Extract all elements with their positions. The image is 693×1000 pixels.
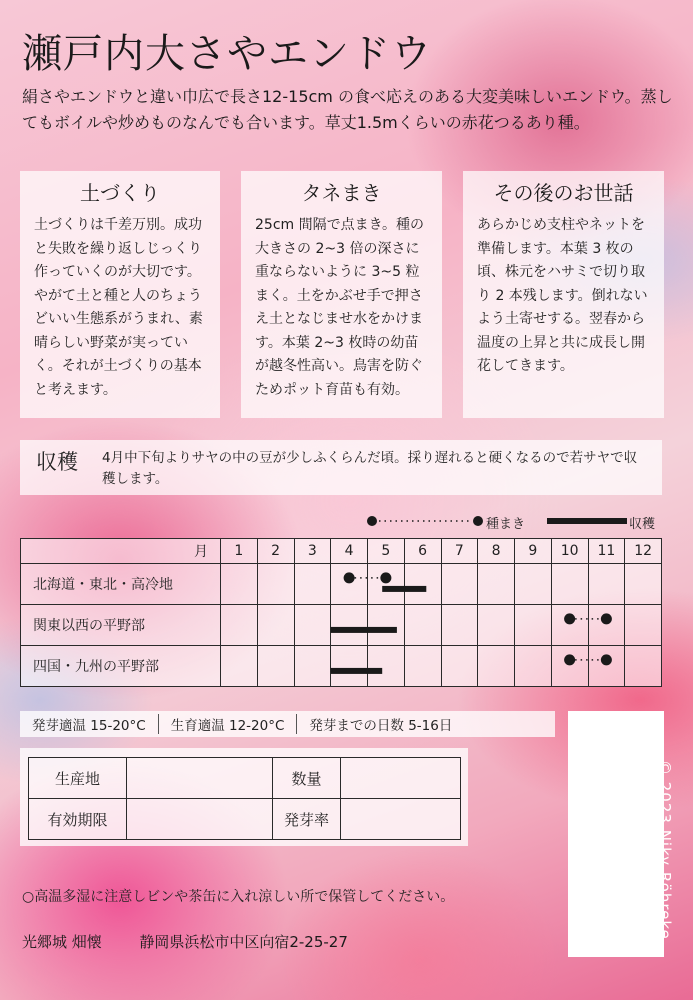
card-care-body: あらかじめ支柱やネットを準備します。本葉 3 枚の頃、株元をハサミで切り取り 2 本残します。倒れないよう土寄せする。翌春から温度の上昇と共に成長し開花してきます。 — [477, 217, 648, 374]
card-sowing-body: 25cm 間隔で点まき。種の大きさの 2~3 倍の深さに重ならないように 3~5 粒まく。土をかぶせ手で押さえ土となじませ水をかけます。本葉 2~3 枚時の幼苗が越冬性高い。鳥害を防ぐためポット育苗も有効。 — [255, 217, 425, 398]
calendar-header-row — [21, 539, 662, 564]
expiry-label: 有効期限 — [29, 799, 127, 840]
legend-harvest-label: 収穫 — [629, 517, 656, 532]
label-blank-area — [568, 711, 664, 957]
month-4: 4 — [331, 539, 368, 564]
month-1: 1 — [221, 539, 258, 564]
origin-value — [127, 758, 273, 799]
month-10: 10 — [551, 539, 588, 564]
month-12: 12 — [625, 539, 662, 564]
calendar-row — [21, 605, 662, 646]
month-11: 11 — [588, 539, 625, 564]
quantity-label: 数量 — [273, 758, 341, 799]
planting-calendar — [20, 538, 662, 687]
month-6: 6 — [404, 539, 441, 564]
region-label: 関東以西の平野部 — [21, 605, 221, 646]
month-label: 月 — [21, 539, 221, 564]
germination-rate-label: 発芽率 — [273, 799, 341, 840]
month-3: 3 — [294, 539, 331, 564]
month-2: 2 — [257, 539, 294, 564]
info-table — [28, 757, 461, 840]
storage-note: ○高温多湿に注意しビンや茶缶に入れ涼しい所で保管してください。 — [22, 889, 455, 905]
germination-rate-value — [341, 799, 461, 840]
info-panel — [20, 748, 468, 846]
brand-name: 光郷城 畑懐 — [22, 933, 102, 951]
footer — [22, 931, 348, 952]
product-description: 絹さやエンドウと違い巾広で長さ12-15cm の食べ応えのある大変美味しいエンドウ。蒸してもボイルや炒めものなんでも合います。草丈1.5mくらいの赤花つるあり種。 — [22, 87, 673, 132]
copyright-vertical — [656, 760, 693, 990]
harvest-text: 4月中下旬よりサヤの中の豆が少しふくらんだ頃。採り遅れると硬くなるので若サヤで収穫します。 — [102, 450, 638, 487]
card-care-heading: その後のお世話 — [493, 181, 634, 205]
card-soil-body: 土づくりは千差万別。成功と失敗を繰り返しじっくり作っていくのが大切です。やがて土と種と人のちょうどいい生態系がうまれ、素晴らしい野菜が実っていく。それが土づくりの基本と考えます。 — [34, 217, 203, 398]
address: 静岡県浜松市中区向宿2-25-27 — [139, 933, 348, 951]
month-9: 9 — [515, 539, 552, 564]
month-7: 7 — [441, 539, 478, 564]
month-5: 5 — [368, 539, 405, 564]
origin-label: 生産地 — [29, 758, 127, 799]
month-8: 8 — [478, 539, 515, 564]
expiry-value — [127, 799, 273, 840]
legend-sowing-label: 種まき — [486, 517, 526, 532]
germination-temp: 発芽適温 15-20°C — [20, 714, 159, 734]
harvest-heading: 収穫 — [36, 450, 78, 474]
region-label: 北海道・東北・高冷地 — [21, 564, 221, 605]
card-soil-heading: 土づくり — [80, 181, 160, 205]
temperature-strip — [20, 711, 555, 737]
region-label: 四国・九州の平野部 — [21, 646, 221, 687]
copyright-text: © 2023 Niky Röhreke — [656, 760, 674, 940]
germination-days: 発芽までの日数 5-16日 — [309, 718, 453, 734]
card-sowing-heading: タネまき — [301, 181, 382, 205]
calendar-row — [21, 646, 662, 687]
calendar-row — [21, 564, 662, 605]
quantity-value — [341, 758, 461, 799]
product-title: 瀬戸内大さやエンドウ — [22, 31, 432, 77]
growth-temp: 生育適温 12-20°C — [159, 714, 298, 734]
